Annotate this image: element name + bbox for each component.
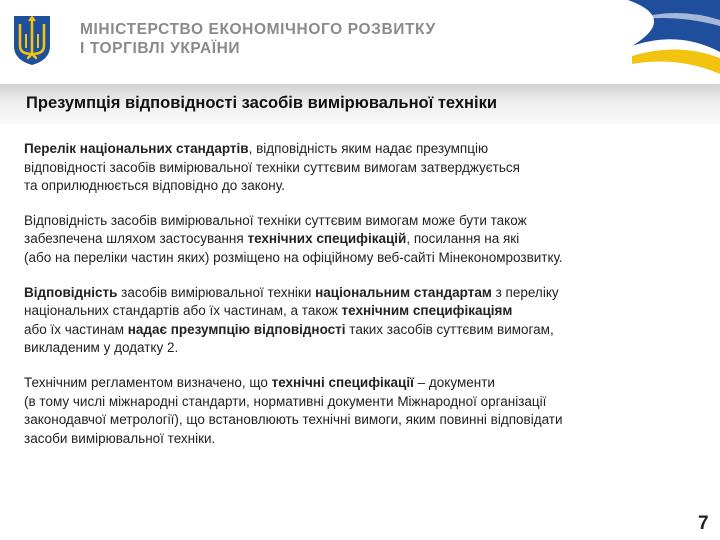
paragraph-3-line-1 — [24, 284, 696, 303]
paragraph-2 — [24, 212, 696, 268]
bold-text: Відповідність — [24, 284, 118, 300]
paragraph-3-line-3 — [24, 321, 696, 340]
text: забезпечена шляхом застосування — [24, 231, 248, 247]
bold-text: технічні специфікації — [271, 374, 414, 390]
paragraph-1-line-2: відповідності засобів вимірювальної техніки суттєвим вимогам затверджується — [24, 159, 520, 175]
paragraph-3-line-2 — [24, 302, 696, 321]
slide-title: Презумпція відповідності засобів вимірювальної техніки — [26, 94, 498, 112]
bold-text: технічних специфікацій — [247, 231, 407, 247]
slide-header — [0, 0, 720, 80]
paragraph-4-line-2: (в тому числі міжнародні стандарти, нормативні документи Міжнародної організації — [24, 393, 547, 409]
paragraph-3-line-4: викладеним у додатку 2. — [24, 340, 179, 356]
bold-text: надає презумпцію відповідності — [127, 321, 346, 337]
trident-emblem-icon — [12, 14, 52, 66]
text: Технічним регламентом визначено, що — [24, 374, 272, 390]
paragraph-2-line-3: (або на переліки частин яких) розміщено на офіційному веб-сайті Мінекономрозвитку. — [24, 249, 563, 265]
bold-text: технічним специфікаціям — [341, 303, 513, 319]
bold-text: Перелік національних стандартів — [24, 141, 249, 156]
blue-yellow-swoosh-logo — [618, 0, 720, 80]
title-band — [0, 84, 720, 124]
paragraph-3 — [24, 284, 696, 358]
paragraph-4 — [24, 374, 696, 448]
paragraph-1-line-1 — [24, 140, 696, 159]
paragraph-1-line-3: та оприлюднюється відповідно до закону. — [24, 178, 285, 194]
text: таких засобів суттєвим вимогам, — [345, 321, 554, 337]
text: з переліку — [491, 284, 559, 300]
paragraph-4-line-4: засоби вимірювальної техніки. — [24, 430, 216, 446]
paragraph-4-line-1 — [24, 374, 696, 393]
text: або їх частинам — [24, 321, 128, 337]
text: , посилання на які — [406, 231, 520, 247]
text: , відповідність яким надає презумпцію — [248, 141, 489, 156]
text: засобів вимірювальної техніки — [117, 284, 316, 300]
text: – документи — [413, 374, 495, 390]
page-number: 7 — [698, 513, 709, 534]
ministry-name-line-2: І ТОРГІВЛІ УКРАЇНИ — [80, 40, 241, 57]
paragraph-2-line-2 — [24, 230, 696, 249]
paragraph-2-line-1: Відповідність засобів вимірювальної техніки суттєвим вимогам може бути також — [24, 212, 527, 228]
ministry-name-line-1: МІНІСТЕРСТВО ЕКОНОМІЧНОГО РОЗВИТКУ — [80, 21, 436, 38]
paragraph-1 — [24, 140, 696, 196]
slide-body — [24, 140, 696, 464]
ministry-name — [80, 20, 436, 58]
text: національних стандартів або їх частинам, а також — [24, 303, 342, 319]
bold-text: національним стандартам — [315, 284, 492, 300]
paragraph-4-line-3: законодавчої метрології), що встановлюють технічні вимоги, яким повинні відповідати — [24, 412, 563, 428]
